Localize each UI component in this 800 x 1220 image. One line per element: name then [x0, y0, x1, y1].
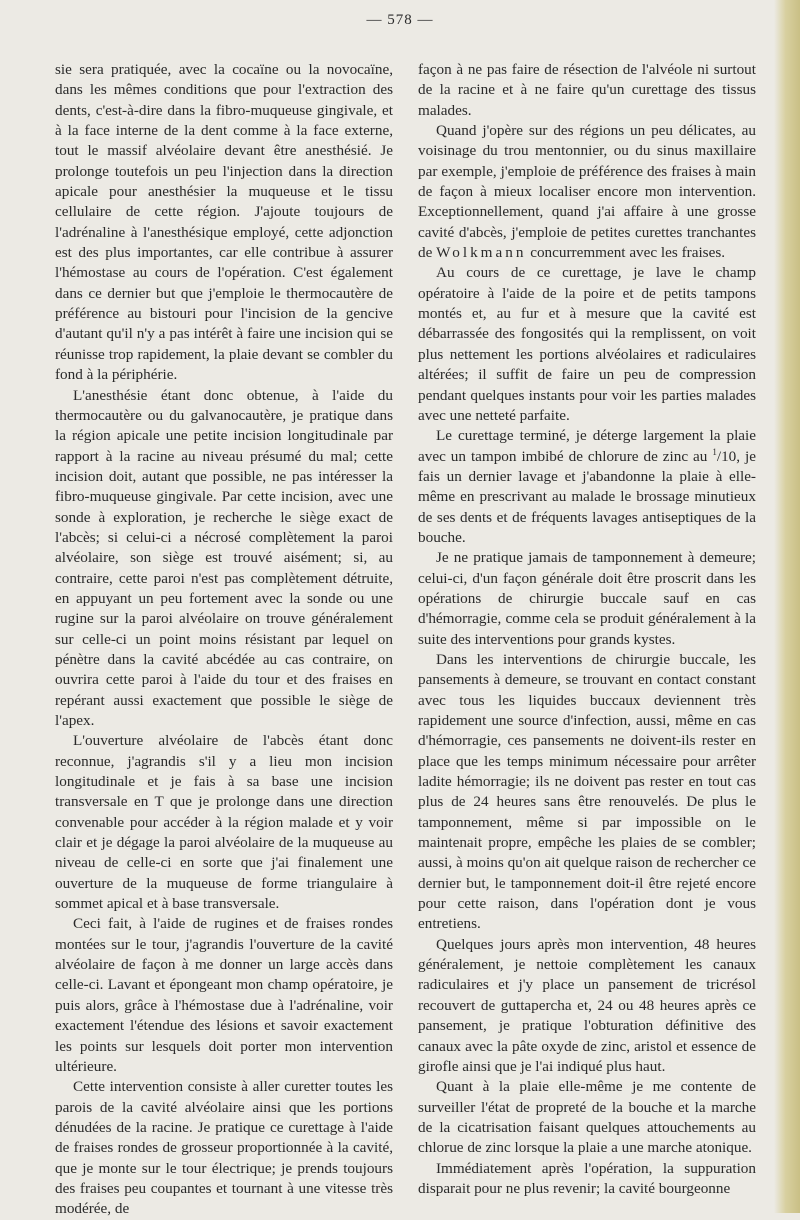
paragraph: Immédiatement après l'opération, la suppuration disparait pour ne plus revenir; la cavité bourgeonne: [418, 1159, 756, 1197]
paragraph: Cette intervention consiste à aller curetter toutes les parois de la cavité alvéolaire ainsi que les portions dénudées de la racine. Je pratique ce curettage à l'aide de fraises rondes de grosseur proportionnée à la cavité, que je monte sur le tour électrique; je prends toujours des fraises peu coupantes et tournant à une vitesse très modérée, de: [55, 1078, 393, 1218]
paragraph: Dans les interventions de chirurgie buccale, les pansements à demeure, se trouvant en contact constant avec tous les liquides buccaux deviennent très rapidement une source d'infection, aussi, même en cas d'hémorragie, ces pansements ne doivent-ils rester en place que les temps minimum nécessaire pour arrêter ladite hémorragie; ils ne doivent pas rester en tout cas plus de 24 heures sans être renouvelés. De plus le tamponnement, même si par impossible on le maintenait propre, empêche les plaies de se combler; aussi, à moins qu'on ait quelque raison de rechercher ce dernier but, le tamponnement doit-il être rejeté encore pour cette raison, dans l'opération dont je vous entretiens.: [418, 650, 756, 933]
right-column: [418, 60, 756, 1199]
paragraph: Je ne pratique jamais de tamponnement à demeure; celui-ci, d'un façon générale doit être proscrit dans les opérations de chirurgie buccale sauf en cas d'hémorragie, comme cela se produit généralement à la suite des interventions pour grands kystes.: [418, 549, 756, 648]
paragraph: L'ouverture alvéolaire de l'abcès étant donc reconnue, j'agrandis s'il y a lieu mon incision longitudinale et je fais à sa base une incision transversale en T que je prolonge dans une direction convenable pour accéder à la région malade et y voir clair et je dégage la paroi alvéolaire de la muqueuse au niveau de celle-ci en sorte que j'ai finalement une ouverture de la muqueuse de forme triangulaire à sommet apical et à base transversale.: [55, 732, 393, 913]
paragraph: sie sera pratiquée, avec la cocaïne ou la novocaïne, dans les mêmes conditions que pour l'extraction des dents, c'est-à-dire dans la fibro-muqueuse gingivale, et à la face interne de la dent comme à la face externe, tout le massif alvéolaire devant être anesthésié. Je prolonge toutefois un peu l'injection dans la direction apicale pour anesthésier la muqueuse et le tissu cellulaire de cette région. J'ajoute toujours de l'adrénaline à l'anesthésique employé, cette adjonction est des plus importantes, car elle contribue à assurer l'hémostase au cours de l'opération. C'est également dans ce dernier but que j'emploie le thermocautère de préférence au bistouri pour l'incision de la gencive d'autant qu'il n'y a pas intérêt à faire une incision qui se réunisse trop rapidement, la plaie devant se combler du fond à la périphérie.: [55, 61, 393, 384]
paragraph: L'anesthésie étant donc obtenue, à l'aide du thermocautère ou du galvanocautère, je pratique dans la région apicale une petite incision longitudinale par rapport à la racine au niveau présumé du mal; cette incision doit, autant que possible, ne pas intéresser la fibro-muqueuse gingivale. Par cette incision, avec une sonde à exploration, je recherche le siège exact de l'abcès; si celui-ci a nécrosé complètement la paroi alvéolaire, son siège est trouvé aisément; si, au contraire, cette paroi n'est pas complètement détruite, en appuyant un peu fortement avec la sonde ou une rugine sur la paroi alvéolaire on trouve généralement sur celle-ci un point moins résistant par lequel on pénètre dans la cavité abcédée au cas contraire, on ouvrira cette paroi à l'aide du tour et des fraises en repérant aussi exactement que possible le siège de l'apex.: [55, 386, 393, 729]
paragraph: Au cours de ce curettage, je lave le champ opératoire à l'aide de la poire et de petits tampons montés et, au fur et à mesure que la cavité est débarrassée des fongosités qui la remplissent, on voit plus nettement les portions alvéolaires et radiculaires altérées; il suffit de faire un peu de compression pendant quelques instants pour voir les parties malades avec une netteté parfaite.: [418, 264, 756, 424]
paragraph-text: Le curettage terminé, je déterge largement la plaie avec un tampon imbibé de chlorure de zinc au: [418, 427, 756, 465]
author-name: Wolkmann: [436, 244, 527, 262]
paragraph: Quant à la plaie elle-même je me contente de surveiller l'état de propreté de la bouche et la marche de la cicatrisation faisant quelques attouchements au chlorue de zinc lorsque la plaie a une marche atonique.: [418, 1078, 756, 1157]
left-column: [55, 60, 393, 1220]
fraction-denominator: /10,: [716, 447, 741, 465]
fraction-numerator: 1: [712, 446, 717, 457]
paragraph-text: concurremment avec les fraises.: [530, 244, 726, 262]
paragraph: façon à ne pas faire de résection de l'alvéole ni surtout de la racine et à ne faire qu'un curettage des tissus malades.: [418, 61, 756, 119]
paragraph: Ceci fait, à l'aide de rugines et de fraises rondes montées sur le tour, j'agrandis l'ouverture de la cavité alvéolaire de façon à me donner un large accès dans celle-ci. Lavant et épongeant mon champ opératoire, je puis alors, grâce à l'hémostase due à l'adrénaline, voir exactement l'étendue des lésions et savoir exactement les points sur lesquels doit porter mon intervention ultérieure.: [55, 915, 393, 1075]
page-edge: [774, 0, 800, 1213]
paragraph-text: Quand j'opère sur des régions un peu délicates, au voisinage du trou mentonnier, ou du sinus maxillaire par exemple, j'emploie de préférence des fraises à main de façon à mieux localiser encore mon intervention. Exceptionnellement, quand j'ai affaire à une grosse cavité d'abcès, j'emploie de petites curettes tranchantes de: [418, 122, 756, 262]
page-number: — 578 —: [366, 12, 434, 28]
paragraph-text: je fais un dernier lavage et j'abandonne la plaie à elle-même en prescrivant au malade le brossage minutieux de ses dents et de fréquents lavages antiseptiques de la bouche.: [418, 447, 756, 546]
paragraph: [418, 121, 756, 263]
paragraph: Quelques jours après mon intervention, 48 heures généralement, je nettoie complètement les canaux radiculaires et j'y place un pansement de tricrésol recouvert de guttapercha et, 24 ou 48 heures après ce pansement, je pratique l'obturation définitive des canaux avec la pâte oxyde de zinc, aristol et essence de girofle ainsi que je l'ai indiqué plus haut.: [418, 935, 756, 1075]
paragraph: [418, 426, 756, 548]
